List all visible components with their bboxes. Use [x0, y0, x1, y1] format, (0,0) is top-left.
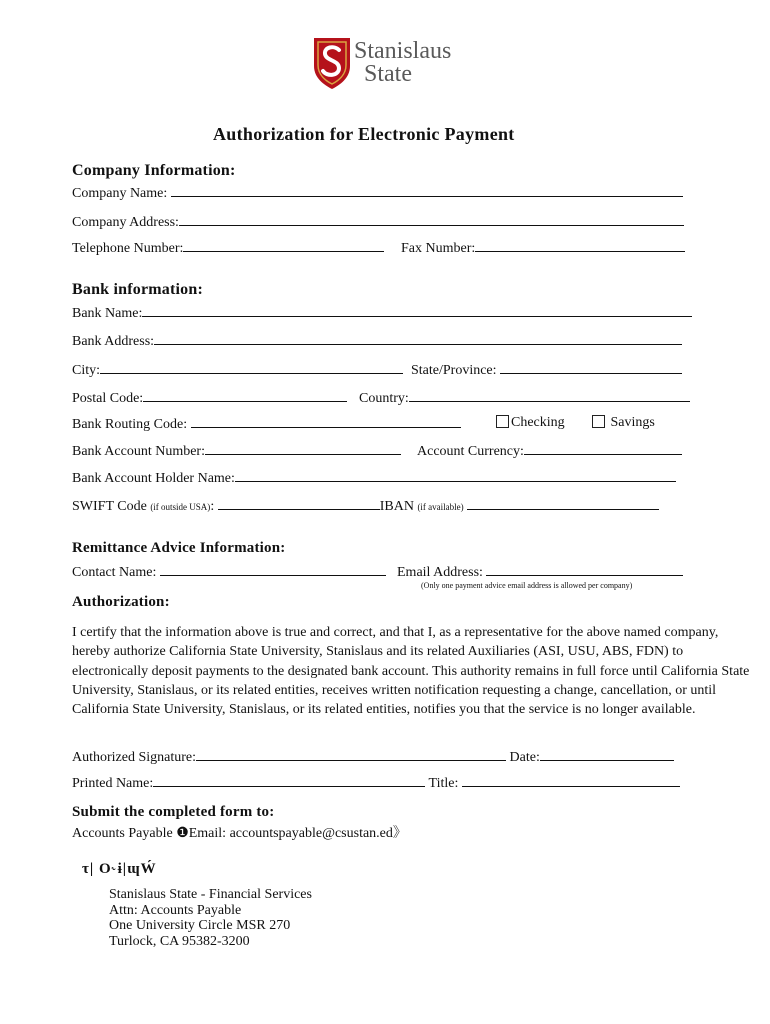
swift-input[interactable] — [218, 497, 380, 510]
shield-logo-icon — [312, 36, 352, 90]
currency-input[interactable] — [524, 442, 682, 455]
checking-option[interactable] — [496, 415, 565, 431]
routing-input[interactable] — [191, 415, 461, 428]
bank-address-label: Bank Address: — [72, 334, 155, 349]
company-name-input[interactable] — [171, 184, 683, 197]
printed-name-row — [72, 774, 680, 792]
country-input[interactable] — [409, 389, 690, 402]
bank-name-label: Bank Name: — [72, 306, 143, 321]
state-input[interactable] — [500, 361, 682, 374]
fax-row — [401, 239, 685, 257]
account-number-label: Bank Account Number: — [72, 444, 205, 459]
logo-line1: Stanislaus — [354, 38, 452, 64]
telephone-label: Telephone Number: — [72, 241, 184, 256]
title-label: Title: — [428, 776, 459, 791]
submit-email-line: Accounts Payable ❶Email: accountspayable@csustan.ed》 — [72, 826, 407, 841]
country-row — [359, 389, 690, 407]
garbled-mail-heading: τ| O˞ɨ|ɰẂ — [82, 861, 157, 877]
address-line: Turlock, CA 95382-3200 — [109, 933, 250, 949]
bank-heading: Bank information: — [72, 281, 203, 298]
country-label: Country: — [359, 391, 409, 406]
city-row — [72, 361, 403, 379]
savings-checkbox[interactable] — [592, 415, 605, 428]
postal-label: Postal Code: — [72, 391, 144, 406]
telephone-row — [72, 239, 384, 257]
logo-line2: State — [364, 61, 412, 87]
fax-input[interactable] — [475, 239, 685, 252]
postal-input[interactable] — [143, 389, 347, 402]
company-heading: Company Information: — [72, 162, 236, 179]
bank-address-input[interactable] — [154, 332, 682, 345]
swift-note: (if outside USA) — [150, 502, 211, 512]
iban-input[interactable] — [467, 497, 659, 510]
date-input[interactable] — [540, 748, 674, 761]
iban-note: (if available) — [417, 502, 464, 512]
address-line: Stanislaus State - Financial Services — [109, 887, 312, 902]
bank-address-row — [72, 332, 682, 350]
email-label: Email Address: — [397, 565, 483, 580]
routing-row — [72, 415, 461, 433]
iban-label: IBAN — [379, 499, 414, 514]
state-row — [411, 361, 682, 379]
email-input[interactable] — [486, 563, 683, 576]
routing-label: Bank Routing Code: — [72, 417, 188, 432]
date-label: Date: — [509, 750, 540, 765]
savings-label: Savings — [610, 415, 655, 430]
email-note: (Only one payment advice email address is allowed per company) — [421, 581, 633, 590]
submit-heading: Submit the completed form to: — [72, 804, 275, 820]
company-name-label: Company Name: — [72, 186, 168, 201]
state-label: State/Province: — [411, 363, 497, 378]
address-line: One University Circle MSR 270 — [109, 918, 291, 933]
fax-label: Fax Number: — [401, 241, 476, 256]
email-row — [397, 563, 683, 581]
authorization-heading: Authorization: — [72, 594, 170, 610]
signature-input[interactable] — [196, 748, 506, 761]
title-input[interactable] — [462, 774, 680, 787]
bank-name-row — [72, 304, 692, 322]
bank-name-input[interactable] — [142, 304, 692, 317]
account-number-row — [72, 442, 401, 460]
swift-row — [72, 497, 659, 515]
remittance-heading: Remittance Advice Information: — [72, 540, 286, 556]
city-label: City: — [72, 363, 101, 378]
city-input[interactable] — [100, 361, 403, 374]
holder-label: Bank Account Holder Name: — [72, 471, 235, 486]
printed-name-label: Printed Name: — [72, 776, 154, 791]
contact-label: Contact Name: — [72, 565, 157, 580]
company-address-row — [72, 213, 684, 231]
holder-row — [72, 469, 676, 487]
savings-option[interactable] — [592, 415, 655, 431]
postal-row — [72, 389, 347, 407]
currency-label: Account Currency: — [417, 444, 524, 459]
account-number-input[interactable] — [205, 442, 401, 455]
swift-colon: : — [210, 499, 215, 514]
signature-row — [72, 748, 674, 766]
authorization-text: I certify that the information above is true and correct, and that I, as a representative for the above named company, hereby authorize California State University, Stanislaus and its related Auxiliaries (ASI, USU, ABS, FDN) to electronically deposit payments to the designated bank account. This authority remains in full force until California State University, Stanislaus, or its related entities, receives written notification requesting a change, cancellation, or until California State University, Stanislaus, or its related entities, notifies you that the service is no longer available. — [72, 625, 750, 718]
swift-label: SWIFT Code — [72, 499, 147, 514]
page-title: Authorization for Electronic Payment — [213, 124, 515, 144]
checking-label: Checking — [511, 415, 565, 430]
address-line: Attn: Accounts Payable — [109, 902, 242, 918]
printed-name-input[interactable] — [153, 774, 425, 787]
checking-checkbox[interactable] — [496, 415, 509, 428]
company-address-input[interactable] — [179, 213, 684, 226]
currency-row — [417, 442, 682, 460]
holder-input[interactable] — [235, 469, 676, 482]
company-name-row — [72, 184, 683, 202]
telephone-input[interactable] — [183, 239, 384, 252]
signature-label: Authorized Signature: — [72, 750, 197, 765]
mailing-address — [109, 887, 312, 949]
company-address-label: Company Address: — [72, 215, 179, 230]
contact-input[interactable] — [160, 563, 386, 576]
contact-row — [72, 563, 386, 581]
